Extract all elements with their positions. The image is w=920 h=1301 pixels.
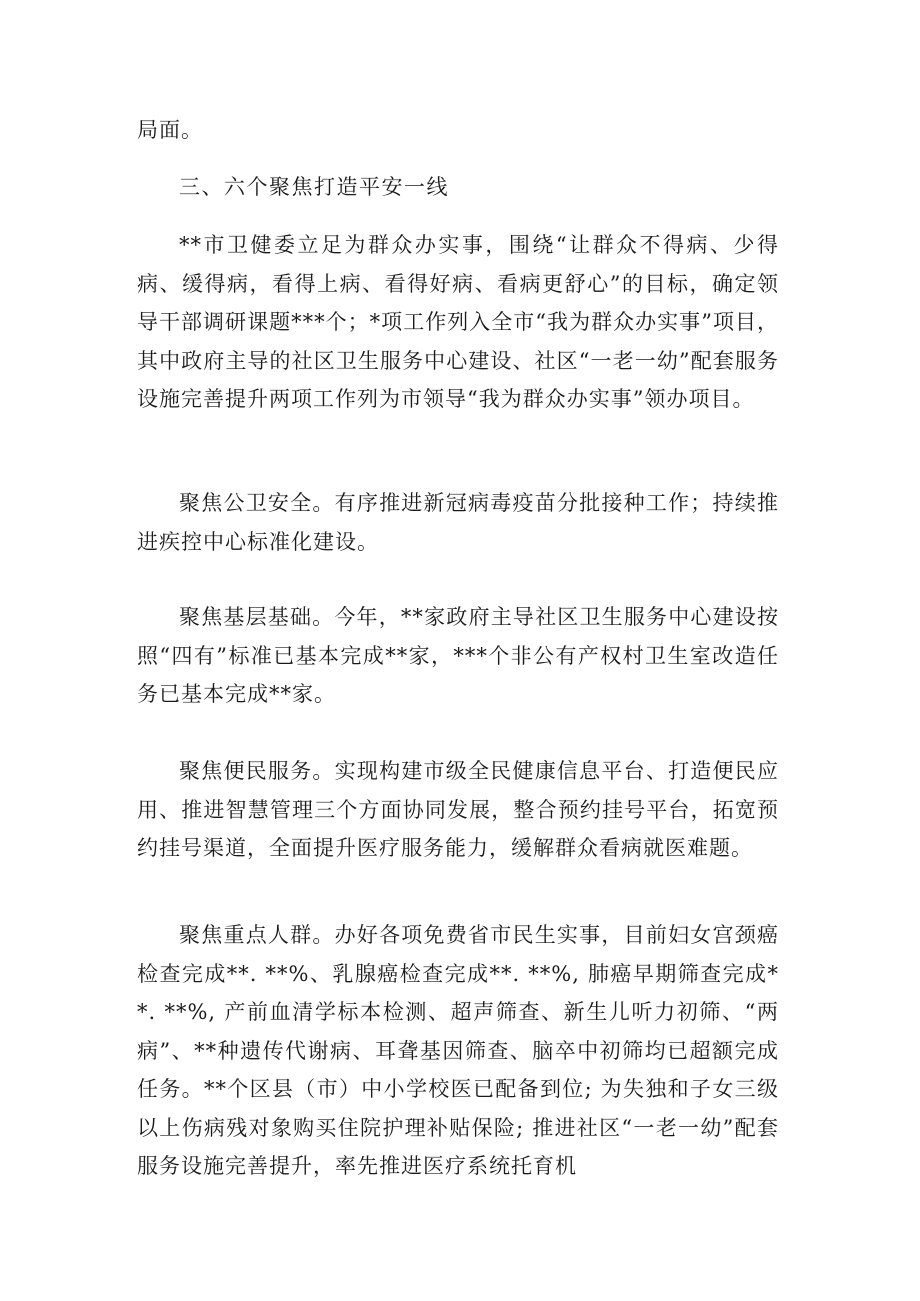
paragraph-intro: **市卫健委立足为群众办实事，围绕“让群众不得病、少得病、缓得病，看得上病、看得好病、看病更舒心”的目标，确定领导干部调研课题***个；*项工作列入全市“我为群众办实事”项目，其中政府主导的社区卫生服务中心建设、社区“一老一幼”配套服务设施完善提升两项工作列为市领导“我为群众办实事”领办项目。	[137, 233, 779, 411]
section-heading: 三、六个聚焦打造平安一线	[179, 175, 449, 199]
continuation-text: 局面。	[137, 118, 203, 142]
paragraph-grassroots: 聚焦基层基础。今年，**家政府主导社区卫生服务中心建设按照“四有”标准已基本完成**家，***个非公有产权村卫生室改造任务已基本完成**家。	[137, 605, 779, 706]
paragraph-key-groups: 聚焦重点人群。办好各项免费省市民生实事，目前妇女宫颈癌检查完成**. **%、乳腺癌检查完成**. **%, 肺癌早期筛查完成**. **%, 产前血清学标本检测、超声筛查、新生儿听力初筛、“两病”、**种遗传代谢病、耳聋基因筛查、脑卒中初筛均已超额完成任务。**个区县（市）中小学校医已配备到位; 为失独和子女三级以上伤病残对象购买住院护理补贴保险; 推进社区“一老一幼”配套服务设施完善提升，率先推进医疗系统托育机	[137, 923, 779, 1178]
paragraph-convenience-service: 聚焦便民服务。实现构建市级全民健康信息平台、打造便民应用、推进智慧管理三个方面协同发展，整合预约挂号平台，拓宽预约挂号渠道，全面提升医疗服务能力，缓解群众看病就医难题。	[137, 759, 779, 860]
paragraph-public-health: 聚焦公卫安全。有序推进新冠病毒疫苗分批接种工作；持续推进疾控中心标准化建设。	[137, 491, 779, 554]
